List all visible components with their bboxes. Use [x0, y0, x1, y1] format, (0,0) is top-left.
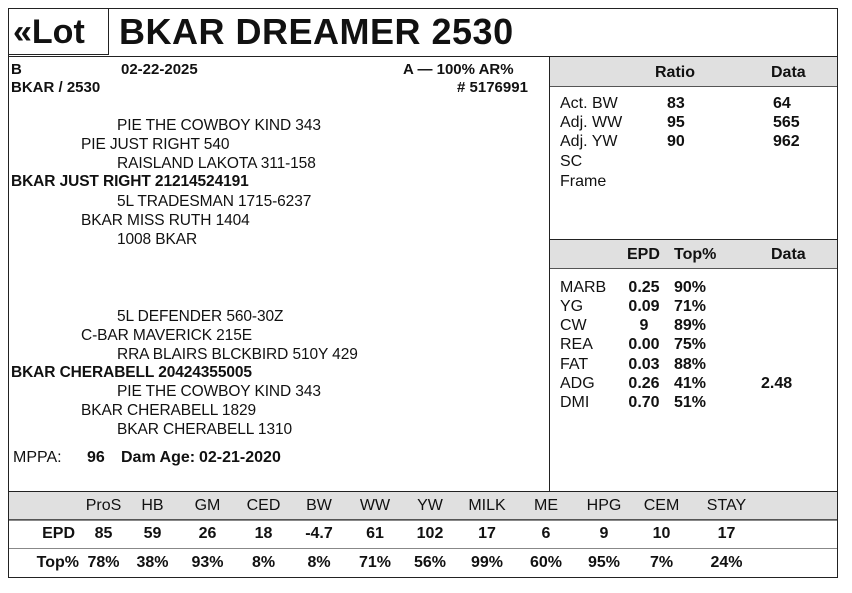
carcass-top: 89%	[674, 317, 707, 334]
epd-column-header: ProS	[85, 497, 122, 514]
epd-value: 17	[717, 525, 736, 542]
performance-ratio: 90	[667, 133, 685, 150]
epd-value: 6	[541, 525, 551, 542]
epd-row-label: EPD	[42, 525, 75, 542]
pedigree-dam-sire: C-BAR MAVERICK 215E	[81, 327, 252, 344]
performance-ratio: 95	[667, 114, 685, 131]
carcass-epd: 0.25	[628, 279, 660, 296]
epd-row-divider	[9, 520, 837, 521]
carcass-label: DMI	[560, 394, 590, 411]
epd-column-header: STAY	[706, 497, 747, 514]
top-percent-value: 24%	[710, 554, 743, 571]
performance-header	[550, 57, 837, 87]
epd-column-header: CED	[246, 497, 281, 514]
pedigree-sire-dam: BKAR MISS RUTH 1404	[81, 212, 250, 229]
pedigree-sire-dam-dam: 1008 BKAR	[117, 231, 198, 248]
carcass-label: ADG	[560, 375, 595, 392]
pedigree-dam-sire-sire: 5L DEFENDER 560-30Z	[117, 308, 284, 325]
epd-column-header: GM	[194, 497, 221, 514]
top-percent-value: 8%	[251, 554, 276, 571]
carcass-top: 41%	[674, 375, 707, 392]
lot-back-button[interactable]: «Lot	[9, 9, 109, 55]
performance-data: 565	[773, 114, 800, 131]
top-row-label: Top%	[36, 554, 79, 571]
top-header: Top%	[674, 246, 717, 263]
carcass-top: 75%	[674, 336, 707, 353]
carcass-label: MARB	[560, 279, 607, 296]
performance-label: SC	[560, 153, 583, 170]
epd-value: -4.7	[305, 525, 333, 542]
top-percent-value: 56%	[413, 554, 447, 571]
dam-age-label: Dam Age:	[121, 449, 196, 466]
pedigree-dam-sire-dam: RRA BLAIRS BLCKBIRD 510Y 429	[117, 346, 358, 363]
carcass-data-header: Data	[771, 246, 806, 263]
carcass-epd: 0.70	[628, 394, 660, 411]
carcass-header	[550, 239, 837, 269]
performance-data: 64	[773, 95, 791, 112]
epd-column-header: YW	[417, 497, 443, 514]
ratio-header: Ratio	[655, 64, 695, 81]
performance-label: Frame	[560, 173, 607, 190]
carcass-top: 71%	[674, 298, 707, 315]
top-percent-value: 8%	[307, 554, 331, 571]
epd-column-header: ME	[534, 497, 558, 514]
pedigree-dam-dam-dam: BKAR CHERABELL 1310	[117, 421, 293, 438]
mppa-value: 96	[87, 449, 105, 466]
top-percent-value: 78%	[87, 554, 120, 571]
epd-value: 102	[416, 525, 444, 542]
epd-value: 18	[254, 525, 273, 542]
epd-value: 26	[198, 525, 217, 542]
carcass-label: CW	[560, 317, 587, 334]
mppa-label: MPPA:	[13, 449, 62, 466]
pedigree-sire: BKAR JUST RIGHT 21214524191	[11, 173, 249, 190]
epd-column-header: MILK	[468, 497, 506, 514]
pedigree-sire-dam-sire: 5L TRADESMAN 1715-6237	[117, 193, 312, 210]
epd-value: 10	[652, 525, 671, 542]
birth-date: 02-22-2025	[121, 61, 198, 78]
pedigree-dam-dam: BKAR CHERABELL 1829	[81, 402, 257, 419]
carcass-epd: 9	[639, 317, 649, 334]
performance-data: 962	[773, 133, 800, 150]
carcass-data: 2.48	[761, 375, 793, 392]
lot-header	[9, 9, 837, 55]
herd-id: BKAR / 2530	[11, 79, 101, 96]
pedigree-dam-dam-sire: PIE THE COWBOY KIND 343	[117, 383, 321, 400]
carcass-epd: 0.26	[628, 375, 660, 392]
carcass-epd: 0.09	[628, 298, 660, 315]
epd-value: 61	[366, 525, 384, 542]
epd-value: 59	[143, 525, 162, 542]
pedigree-sire-sire-sire: PIE THE COWBOY KIND 343	[117, 117, 321, 134]
epd-column-header: BW	[306, 497, 332, 514]
animal-name-title: BKAR DREAMER 2530	[119, 11, 514, 52]
epd-header: EPD	[627, 246, 660, 263]
registration-number: # 5176991	[457, 79, 528, 96]
epd-column-header: WW	[359, 497, 391, 514]
performance-label: Act. BW	[560, 95, 618, 112]
performance-label: Adj. WW	[560, 114, 623, 131]
performance-label: Adj. YW	[560, 133, 618, 150]
pedigree-sire-sire: PIE JUST RIGHT 540	[81, 136, 230, 153]
dam-age-value: 02-21-2020	[199, 449, 281, 466]
carcass-epd: 0.00	[628, 336, 660, 353]
carcass-top: 88%	[674, 356, 707, 373]
epd-value: 17	[478, 525, 496, 542]
pedigree-dam: BKAR CHERABELL 20424355005	[11, 364, 252, 381]
epd-table	[9, 492, 837, 577]
epd-value: 85	[94, 525, 113, 542]
sex-code: B	[11, 61, 22, 78]
ar-status: A — 100% AR%	[403, 61, 514, 78]
performance-ratio: 83	[667, 95, 685, 112]
performance-panel	[549, 57, 837, 491]
top-percent-value: 60%	[529, 554, 563, 571]
epd-column-header: CEM	[643, 497, 680, 514]
top-percent-value: 7%	[649, 554, 674, 571]
top-percent-value: 93%	[191, 554, 224, 571]
epd-column-header: HPG	[586, 497, 622, 514]
carcass-label: REA	[560, 336, 593, 353]
carcass-label: FAT	[560, 356, 589, 373]
top-percent-value: 99%	[470, 554, 504, 571]
carcass-top: 90%	[674, 279, 707, 296]
pedigree-sire-sire-dam: RAISLAND LAKOTA 311-158	[117, 155, 316, 172]
carcass-top: 51%	[674, 394, 707, 411]
top-percent-value: 71%	[358, 554, 392, 571]
carcass-label: YG	[560, 298, 584, 315]
data-header: Data	[771, 64, 806, 81]
carcass-epd: 0.03	[628, 356, 660, 373]
epd-value: 9	[599, 525, 609, 542]
epd-column-header: HB	[141, 497, 164, 514]
top-row-divider	[9, 548, 837, 549]
lot-card	[8, 8, 838, 578]
top-percent-value: 95%	[587, 554, 621, 571]
top-percent-value: 38%	[136, 554, 169, 571]
